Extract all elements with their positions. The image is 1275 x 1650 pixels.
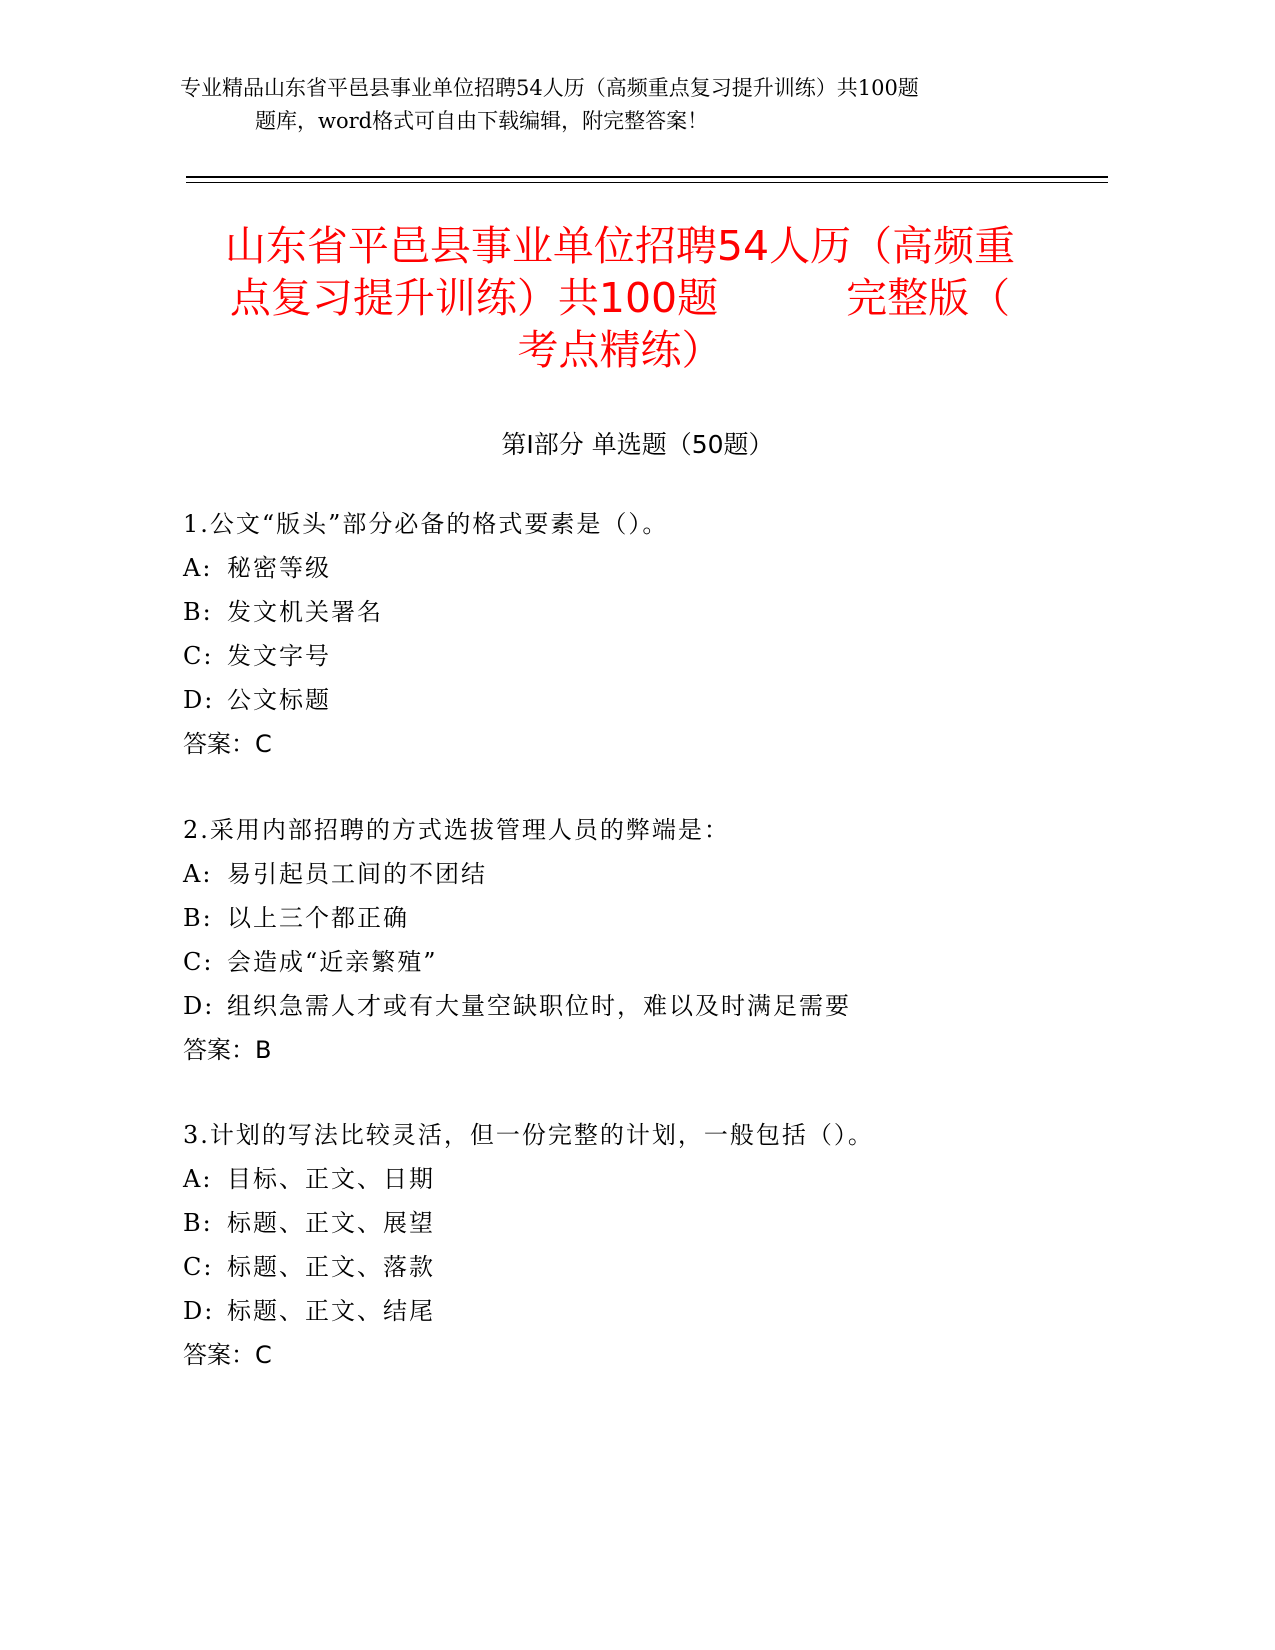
option-text: 目标、正文、日期 <box>227 1165 435 1193</box>
option-text: 秘密等级 <box>227 554 331 582</box>
option-a <box>183 1157 1083 1201</box>
question-1 <box>183 502 1083 766</box>
title-line2-part2: 完整版（ <box>846 274 1011 322</box>
header-rule-thin <box>186 182 1108 183</box>
answer: 答案：B <box>183 1036 272 1064</box>
option-c <box>183 1245 1083 1289</box>
option-letter: C: <box>183 1253 214 1281</box>
question-stem: 3.计划的写法比较灵活，但一份完整的计划，一般包括（）。 <box>183 1121 874 1149</box>
answer: 答案：C <box>183 730 272 758</box>
option-text: 以上三个都正确 <box>227 904 409 932</box>
option-letter: A: <box>183 554 213 582</box>
option-letter: A: <box>183 1165 213 1193</box>
title-line2 <box>180 272 1060 324</box>
header-note <box>180 72 1030 138</box>
option-letter: B: <box>183 904 213 932</box>
option-text: 标题、正文、展望 <box>227 1209 435 1237</box>
option-letter: D: <box>183 686 215 714</box>
section-title: 第Ⅰ部分 单选题（50题） <box>501 430 774 459</box>
option-text: 公文标题 <box>227 686 331 714</box>
option-b <box>183 1201 1083 1245</box>
option-text: 标题、正文、落款 <box>227 1253 435 1281</box>
header-note-line2: 题库，word格式可自由下载编辑，附完整答案！ <box>255 109 709 133</box>
option-text: 标题、正文、结尾 <box>227 1297 435 1325</box>
option-d <box>183 678 1083 722</box>
option-letter: A: <box>183 860 213 888</box>
answer: 答案：C <box>183 1341 272 1369</box>
option-letter: D: <box>183 1297 215 1325</box>
option-a <box>183 546 1083 590</box>
option-letter: B: <box>183 598 213 626</box>
header-note-line1: 专业精品山东省平邑县事业单位招聘54人历（高频重点复习提升训练）共100题 <box>180 76 919 100</box>
option-text: 会造成“近亲繁殖” <box>227 948 438 976</box>
option-d <box>183 1289 1083 1333</box>
option-letter: C: <box>183 642 214 670</box>
option-c <box>183 634 1083 678</box>
question-stem: 1.公文“版头”部分必备的格式要素是（）。 <box>183 510 669 538</box>
question-3 <box>183 1113 1083 1377</box>
option-letter: C: <box>183 948 214 976</box>
option-letter: D: <box>183 992 215 1020</box>
question-stem: 2.采用内部招聘的方式选拔管理人员的弊端是： <box>183 816 730 844</box>
option-c <box>183 940 1083 984</box>
option-letter: B: <box>183 1209 213 1237</box>
title-line3: 考点精练） <box>517 326 723 374</box>
option-text: 易引起员工间的不团结 <box>227 860 487 888</box>
option-text: 发文字号 <box>227 642 331 670</box>
question-2 <box>183 808 1083 1072</box>
header-rule-thick <box>186 176 1108 178</box>
title-line2-part1: 点复习提升训练）共100题 <box>229 274 719 322</box>
option-d <box>183 984 1083 1028</box>
option-b <box>183 896 1083 940</box>
option-a <box>183 852 1083 896</box>
document-title <box>180 220 1060 376</box>
title-line1: 山东省平邑县事业单位招聘54人历（高频重 <box>224 222 1016 270</box>
option-b <box>183 590 1083 634</box>
option-text: 组织急需人才或有大量空缺职位时，难以及时满足需要 <box>227 992 851 1020</box>
option-text: 发文机关署名 <box>227 598 383 626</box>
